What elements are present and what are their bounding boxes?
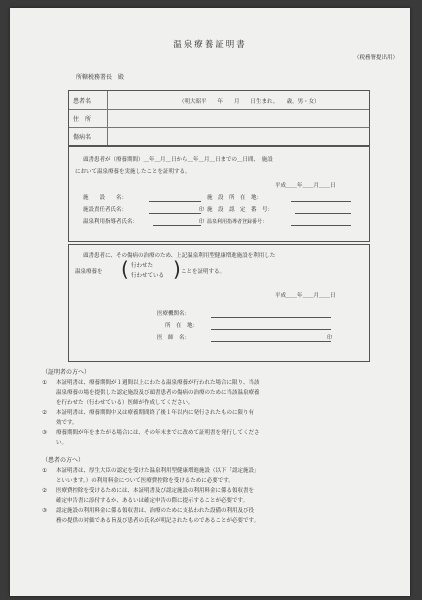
note-line: 本証明書は、厚生大臣の認定を受けた温泉利用型健康増進施設（以下「認定施設」 bbox=[56, 468, 260, 474]
addressee: 所轄税務署長 殿 bbox=[76, 74, 125, 81]
brace-option-1: 行わせた bbox=[131, 263, 154, 269]
note-line: 確定申告書に添付するか、あるいは確定申告の際に提示することが必要です。 bbox=[56, 498, 249, 504]
patient-name-row bbox=[69, 91, 369, 110]
doctor-statement-1: 頭書患者に、その傷病の治療のため、上記温泉利用型健康増進施設を利用した bbox=[83, 253, 276, 259]
period-statement-2: において温泉療養を実施したことを証明する。 bbox=[75, 169, 191, 175]
note-number: ② bbox=[42, 488, 47, 494]
option-brace-close: ) bbox=[173, 257, 181, 281]
notes-for-certifier bbox=[42, 368, 372, 448]
doctor-certification-box bbox=[68, 244, 370, 362]
patient-note-1 bbox=[42, 466, 372, 486]
birth-date-line: （明大昭平 年 月 日生まれ。 歳。男・女） bbox=[179, 99, 320, 105]
doctor-statement-2b: ことを証明する。 bbox=[181, 269, 226, 275]
patient-info-box bbox=[68, 90, 370, 146]
note-line: 本証明書は、療養期間中又は療養期間終了後１年以内に発行されたものに限り有 bbox=[56, 410, 255, 416]
note-number: ① bbox=[42, 468, 47, 474]
patient-notes-heading: （患者の方へ） bbox=[42, 457, 85, 464]
clinic-name-label: 医療機関名： bbox=[157, 311, 191, 317]
option-brace: ( bbox=[121, 257, 129, 281]
clinic-address-label: 所 在 地： bbox=[165, 323, 199, 329]
doctor-seal: 印 bbox=[327, 335, 333, 341]
address-row bbox=[69, 109, 369, 128]
disease-row bbox=[69, 127, 369, 145]
doctor-date-line: 平成＿＿年＿＿月＿＿日 bbox=[275, 293, 336, 299]
notes-for-patient bbox=[42, 456, 372, 526]
certification-number-label: 施 設 認 定 番 号： bbox=[207, 207, 274, 213]
purpose-tag: （税務署提出用） bbox=[353, 55, 398, 61]
doctor-statement-2a: 温泉療養を bbox=[75, 269, 103, 275]
note-line: 効です。 bbox=[56, 420, 78, 426]
note-line: といいます。）の利用料金について医療費控除を受けるために必要です。 bbox=[56, 478, 234, 484]
guide-seal: 印 bbox=[199, 219, 205, 225]
note-line: 温泉療養の場を提供した認定施設及び頭書患者の傷病の治療のために当該温泉療養 bbox=[56, 390, 260, 396]
patient-note-3 bbox=[42, 506, 372, 526]
facility-date-line: 平成＿＿年＿＿月＿＿日 bbox=[275, 183, 336, 189]
doctor-name-label: 医 師 名： bbox=[157, 335, 191, 341]
certifier-note-2 bbox=[42, 408, 372, 428]
note-number: ① bbox=[42, 380, 47, 386]
note-line: 認定施設の利用料金に係る領収書は、治療のために支払われた設備の利用及び役 bbox=[56, 508, 255, 514]
facility-name-label: 施 設 名： bbox=[83, 195, 128, 201]
note-line: い。 bbox=[56, 440, 68, 446]
certifier-notes-heading: （証明者の方へ） bbox=[42, 369, 91, 376]
note-number: ③ bbox=[42, 508, 47, 514]
note-line: 務の提供の対価である旨及び患者の氏名が明記されたものであることが必要です。 bbox=[56, 518, 260, 524]
guide-registration-label: 温泉利用指導者登録番号： bbox=[207, 219, 268, 225]
note-line: 療養期間が年をまたがる場合には、その年末までに改めて証明書を発行してくださ bbox=[56, 430, 260, 436]
manager-name-label: 施設責任者氏名： bbox=[83, 207, 128, 213]
document-title: 温泉療養証明書 bbox=[173, 40, 247, 50]
note-line: 本証明書は、療養期間が１週間以上にわたる温泉療養が行われた場合に限り、当該 bbox=[56, 380, 260, 386]
certifier-note-1 bbox=[42, 378, 372, 408]
note-number: ② bbox=[42, 410, 47, 416]
patient-name-label: 患者名 bbox=[73, 98, 92, 105]
patient-note-2 bbox=[42, 486, 372, 506]
address-label: 住 所 bbox=[73, 116, 92, 123]
note-line: を行わせた（行わせている）医師が作成してください。 bbox=[56, 400, 194, 406]
period-statement-1: 頭書患者が（療養期間）＿年＿月＿日から＿年＿月＿日までの＿日間、 施設 bbox=[83, 157, 273, 163]
facility-address-label: 施 設 所 在 地： bbox=[207, 195, 263, 201]
note-number: ③ bbox=[42, 430, 47, 436]
facility-period-box bbox=[68, 146, 370, 242]
certificate-paper bbox=[10, 8, 410, 596]
guide-name-label: 温泉利用指導者氏名： bbox=[83, 219, 139, 225]
manager-seal: 印 bbox=[199, 207, 205, 213]
brace-option-2: 行わせている bbox=[131, 273, 165, 279]
disease-label: 傷病名 bbox=[73, 134, 92, 141]
certifier-note-3 bbox=[42, 428, 372, 448]
note-line: 医療費控除を受けるためには、本証明書及び認定施設の利用料金に係る領収書を bbox=[56, 488, 255, 494]
